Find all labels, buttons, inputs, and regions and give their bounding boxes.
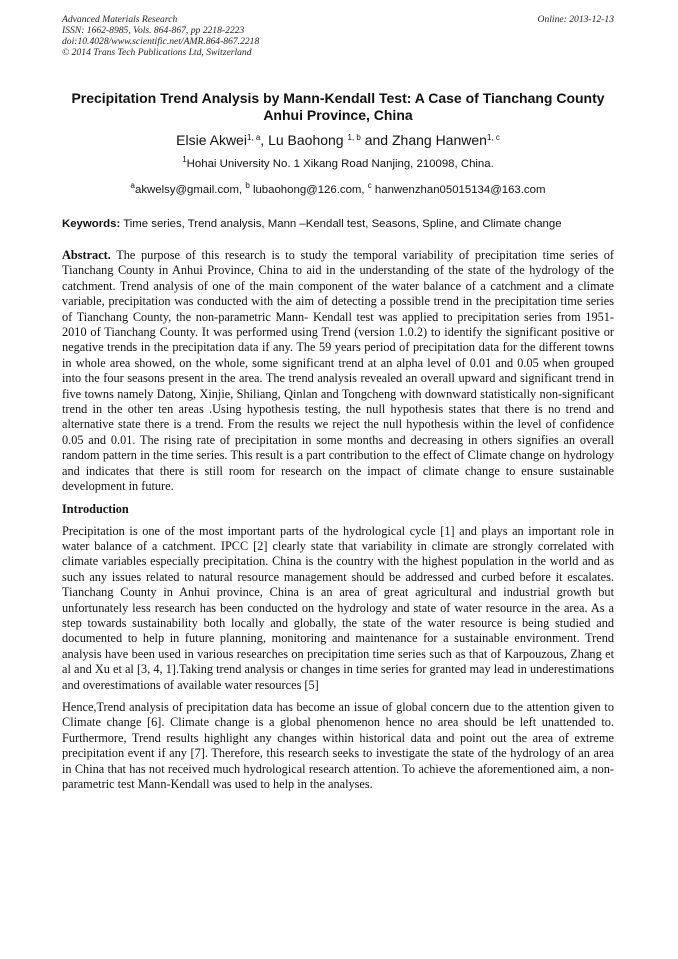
author-superscript: 1, a: [246, 133, 261, 142]
email-superscript: c: [367, 181, 372, 190]
author-superscript: 1, c: [486, 133, 500, 142]
body-paragraph: Hence,Trend analysis of precipitation data has become an issue of global concern due to the attention given to Climate change [6]. Climate change is a global phenomenon hence no area should be left unattended to. Furthermore, Trend results highlight any changes within historical data and point out the area of extreme precipitation event if any [7]. Therefore, this research seeks to investigate the state of the hydrology of an area in China that has not received much hydrological research attention. To achieve the aforementioned aim, a non-parametric test Mann-Kendall was used to help in the analyses.: [62, 699, 614, 791]
author-name: Zhang Hanwen: [391, 132, 487, 148]
email-address[interactable]: lubaohong@126.com: [252, 184, 362, 196]
publication-info: [62, 14, 259, 58]
abstract: [62, 248, 614, 495]
affiliation: [62, 153, 614, 171]
abstract-text: The purpose of this research is to study the temporal variability of precipitation time series of Tianchang County in Anhui Province, China to aid in the understanding of the state of the hydrology of the catchment. Trend analysis of one of the main component of the water balance of a catchment and a climate variable, precipitation was conducted with the aim of detecting a possible trend in the precipitation time series of Tianchang County, the non-parametric Mann- Kendall test was applied to precipitation series from 1951-2010 of Tianchang County. It was performed using Trend (version 1.0.2) to identify the significant positive or negative trends in the precipitation data if any. The 59 years period of precipitation data for the different towns in whole area showed, on the whole, some significant trend at an alpha level of 0.01 and 0.05 when grouped into the four seasons present in the area. The trend analysis revealed an overall upward and significant trend in five towns namely Datong, Xinjie, Shiliang, Qinlan and Tongcheng with downward statistically non-significant trend in the other ten areas .Using hypothesis testing, the null hypothesis states that there is no trend and alternative state there is a trend. From the results we reject the null hypothesis within the level of confidence 0.05 and 0.01. The rising rate of precipitation in some months and decreasing in others signifies an overall random pattern in the time series. This result is a part contribution to the effect of Climate change on hydrology and indicates that there is still room for research on the impact of climate change to ensure sustainable development in future.: [62, 248, 614, 494]
paper-title: Precipitation Trend Analysis by Mann-Kendall Test: A Case of Tianchang County Anhui Province, China: [71, 90, 605, 123]
author-list: [62, 129, 614, 149]
email-address[interactable]: hanwenzhan05015134@163.com: [374, 184, 546, 196]
running-header: [62, 14, 614, 58]
email-list: $^a$akwelsy@gmail.com, $^b$ lubaohong@126.com, $^c$ hanwenzhan05015134@163.com: [130, 181, 546, 196]
author-superscript: 1, b: [347, 133, 361, 142]
email-address[interactable]: akwelsy@gmail.com: [134, 184, 239, 196]
author-name: Elsie Akwei: [176, 132, 247, 148]
copyright-line: © 2014 Trans Tech Publications Ltd, Switzerland: [62, 47, 252, 58]
email-superscript: a: [130, 181, 135, 190]
abstract-label: Abstract.: [62, 248, 111, 262]
section-heading-introduction: Introduction: [62, 501, 129, 516]
keywords-text: Time series, Trend analysis, Mann –Kendall test, Seasons, Spline, and Climate change: [123, 218, 562, 230]
online-date: Online: 2013-12-13: [537, 14, 614, 25]
journal-name: Advanced Materials Research: [62, 14, 178, 25]
issn-line: ISSN: 1662-8985, Vols. 864-867, pp 2218-2223: [62, 25, 245, 36]
keywords: [62, 217, 614, 231]
doi-line: doi:10.4028/www.scientific.net/AMR.864-867.2218: [62, 36, 260, 47]
keywords-label: Keywords:: [62, 218, 121, 230]
author-and: and: [360, 132, 392, 148]
email-superscript: b: [245, 181, 250, 190]
author-separator: ,: [260, 132, 269, 148]
author-name: Lu Baohong: [268, 132, 344, 148]
affiliation-text: Hohai University No. 1 Xikang Road Nanjing, 210098, China.: [186, 158, 494, 170]
paper-page: [62, 14, 614, 792]
body-paragraph: Precipitation is one of the most important parts of the hydrological cycle [1] and plays an important role in water balance of a catchment. IPCC [2] clearly state that variability in climate are strongly correlated with climate variables especially precipitation. China is the country with the highest population in the world and as such any issues related to natural resource management should be addressed and curbed before it escalates. Tianchang County in Anhui province, China is an area of great agricultural and industrial growth but unfortunately less research has been conducted on the hydrology and state of water resource in the area. As a step towards sustainability both locally and globally, the state of the water resource is being studied and documented to help in future planning, monitoring and maintenance for a sustainable environment. Trend analysis have been used in various researches on precipitation time series such as that of Karpouzous, Zhang et al and Xu et al [3, 4, 1].Taking trend analysis or changes in time series for granted may lead in underestimations and overestimations of available water resources [5]: [62, 523, 614, 692]
affiliation-superscript: 1: [182, 155, 187, 164]
